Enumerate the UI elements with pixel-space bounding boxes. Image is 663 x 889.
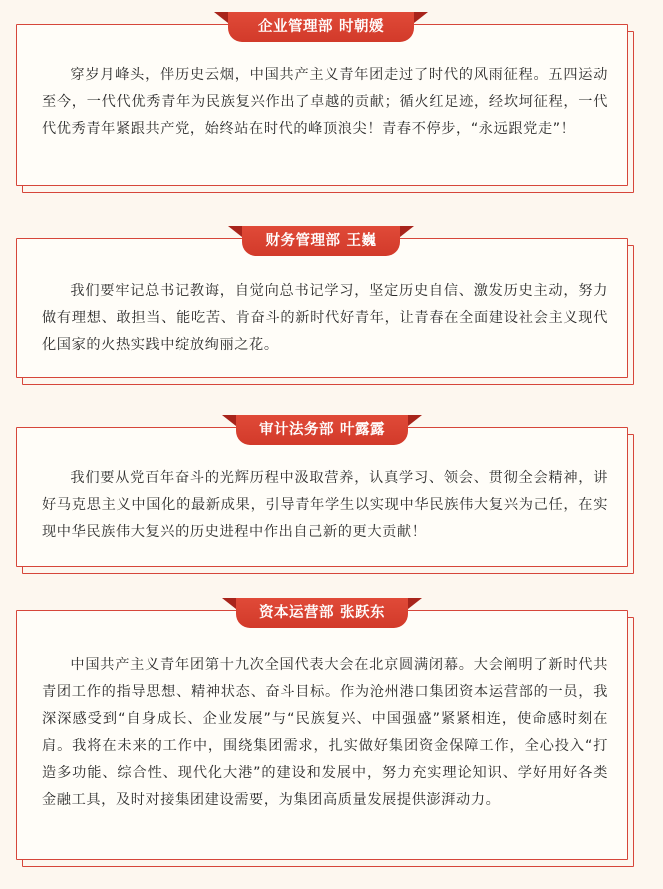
ribbon-fold-left	[222, 415, 236, 426]
ribbon-band	[236, 415, 408, 445]
message-card-2	[16, 233, 628, 378]
title-ribbon	[222, 415, 422, 445]
message-card-1	[16, 19, 628, 186]
ribbon-fold-right	[408, 598, 422, 609]
person-name: 张跃东	[340, 605, 385, 621]
ribbon-fold-right	[408, 415, 422, 426]
department-name: 资本运营部	[259, 605, 334, 621]
person-name: 时朝媛	[339, 19, 384, 35]
ribbon-fold-left	[228, 226, 242, 237]
message-card-4	[16, 605, 628, 860]
ribbon-band	[236, 598, 408, 628]
department-name: 财务管理部	[265, 233, 341, 249]
message-text: 穿岁月峰头，伴历史云烟，中国共产主义青年团走过了时代的风雨征程。五四运动至今，一代代优秀青年为民族复兴作出了卓越的贡献；循火红足迹，经坎坷征程，一代代优秀青年紧跟共产党，始终站在时代的峰顶浪尖！青春不停步，“永远跟党走”！	[42, 67, 608, 137]
message-text: 我们要从党百年奋斗的光辉历程中汲取营养，认真学习、领会、贯彻全会精神，讲好马克思主义中国化的最新成果，引导青年学生以实现中华民族伟大复兴为己任，在实现中华民族伟大复兴的历史进程中作出自己新的更大贡献！	[42, 470, 608, 540]
ribbon-fold-left	[214, 12, 228, 23]
department-name: 企业管理部	[258, 19, 333, 35]
message-text: 我们要牢记总书记教诲，自觉向总书记学习，坚定历史自信、激发历史主动，努力做有理想、敢担当、能吃苦、肯奋斗的新时代好青年，让青春在全面建设社会主义现代化国家的火热实践中绽放绚丽之花。	[42, 283, 608, 353]
ribbon-fold-right	[414, 12, 428, 23]
ribbon-band	[242, 226, 400, 256]
title-ribbon	[222, 598, 422, 628]
message-text: 中国共产主义青年团第十九次全国代表大会在北京圆满闭幕。大会阐明了新时代共青团工作的指导思想、精神状态、奋斗目标。作为沧州港口集团资本运营部的一员，我深深感受到“自身成长、企业发展”与“民族复兴、中国强盛”紧紧相连，使命感时刻在肩。我将在未来的工作中，围绕集团需求，扎实做好集团资金保障工作，全心投入“打造多功能、综合性、现代化大港”的建设和发展中，努力充实理论知识、学好用好各类金融工具，及时对接集团建设需要，为集团高质量发展提供澎湃动力。	[42, 657, 608, 808]
person-name: 王巍	[346, 233, 377, 249]
ribbon-fold-right	[400, 226, 414, 237]
ribbon-fold-left	[222, 598, 236, 609]
title-ribbon	[214, 12, 428, 42]
person-name: 叶露露	[340, 422, 385, 438]
message-card-3	[16, 422, 628, 567]
department-name: 审计法务部	[259, 422, 334, 438]
title-ribbon	[228, 226, 414, 256]
ribbon-band	[228, 12, 414, 42]
